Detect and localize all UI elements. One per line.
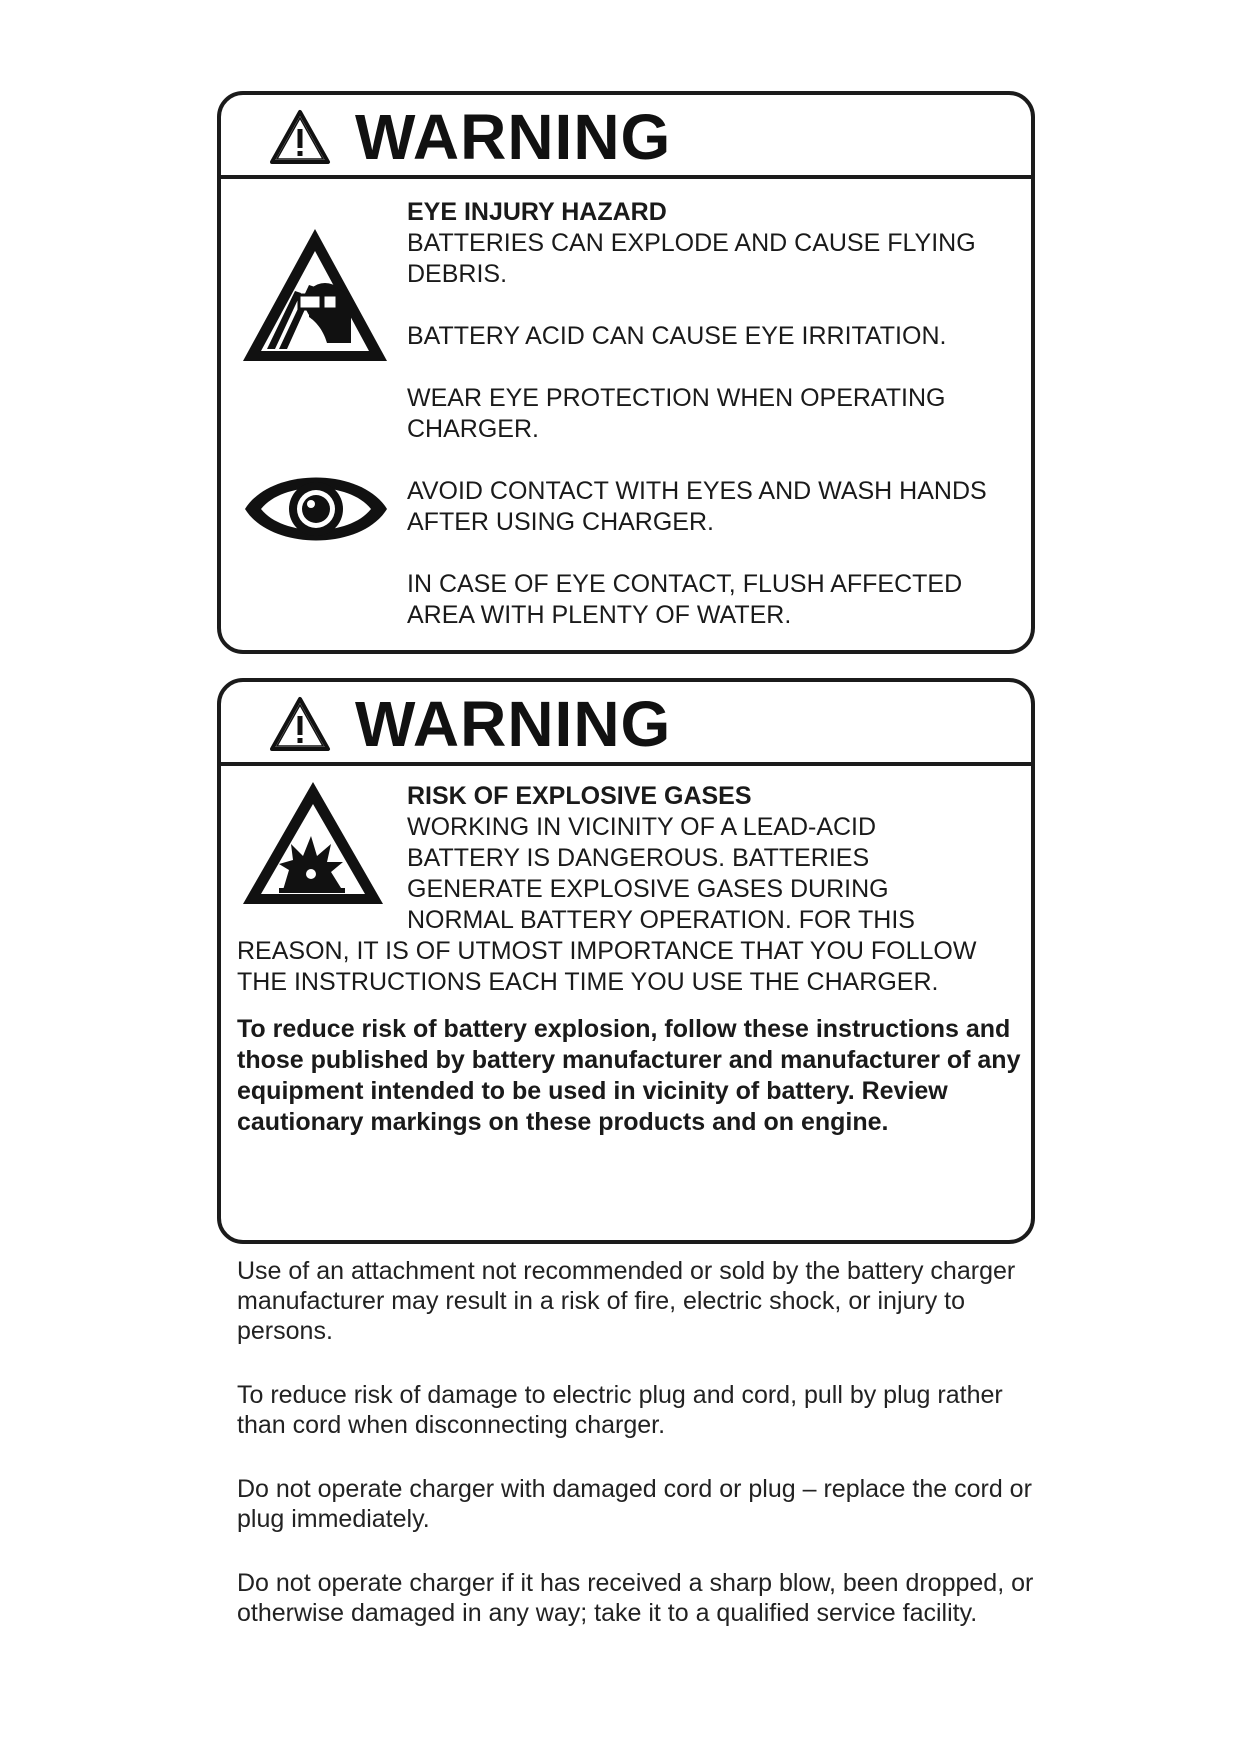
hazard-title: EYE INJURY HAZARD <box>407 198 667 226</box>
hazard-paragraph: AVOID CONTACT WITH EYES AND WASH HANDS AFTER USING CHARGER. <box>407 477 987 536</box>
explosion-hazard-icon <box>239 778 387 908</box>
note-paragraph: Use of an attachment not recommended or sold by the battery charger manufacturer may result in a risk of fire, electric shock, or injury to persons. <box>237 1257 1016 1345</box>
hazard-line: WORKING IN VICINITY OF A LEAD-ACID <box>407 813 877 841</box>
hazard-paragraph: BATTERIES CAN EXPLODE AND CAUSE FLYING DEBRIS. <box>407 229 976 288</box>
hazard-line: THE INSTRUCTIONS EACH TIME YOU USE THE CHARGER. <box>237 968 939 996</box>
eye-icon <box>241 461 391 557</box>
warning-triangle-icon <box>269 696 331 752</box>
hazard-line: REASON, IT IS OF UTMOST IMPORTANCE THAT YOU FOLLOW <box>237 937 977 965</box>
explosive-gas-text-continued <box>237 936 1027 998</box>
warning-header <box>221 682 1031 766</box>
hazard-paragraph: IN CASE OF EYE CONTACT, FLUSH AFFECTED AREA WITH PLENTY OF WATER. <box>407 570 963 629</box>
hazard-paragraph: WEAR EYE PROTECTION WHEN OPERATING CHARGER. <box>407 384 946 443</box>
warning-header <box>221 95 1031 179</box>
note-paragraph: Do not operate charger with damaged cord or plug – replace the cord or plug immediately. <box>237 1475 1032 1533</box>
eye-hazard-text <box>407 197 1027 631</box>
explosive-gas-warning-box <box>217 678 1035 1244</box>
warning-title: WARNING <box>355 688 672 760</box>
hazard-line: NORMAL BATTERY OPERATION. FOR THIS <box>407 906 915 934</box>
hazard-title: RISK OF EXPLOSIVE GASES <box>407 782 752 810</box>
hazard-line: GENERATE EXPLOSIVE GASES DURING <box>407 875 889 903</box>
battery-explosion-instructions: To reduce risk of battery explosion, follow these instructions and those published by battery manufacturer and manufacturer of any equipment intended to be used in vicinity of battery. Review cautionary markings on these products and on engine. <box>237 1015 1021 1136</box>
warning-title: WARNING <box>355 101 672 173</box>
hazard-line: BATTERY IS DANGEROUS. BATTERIES <box>407 844 870 872</box>
hazard-paragraph: BATTERY ACID CAN CAUSE EYE IRRITATION. <box>407 322 947 350</box>
eye-protection-hazard-icon <box>239 225 391 365</box>
note-paragraph: To reduce risk of damage to electric plug and cord, pull by plug rather than cord when disconnecting charger. <box>237 1381 1003 1439</box>
eye-injury-warning-box <box>217 91 1035 654</box>
warning-triangle-icon <box>269 109 331 165</box>
note-paragraph: Do not operate charger if it has received a sharp blow, been dropped, or otherwise damaged in any way; take it to a qualified service facility. <box>237 1569 1034 1627</box>
explosive-gas-text <box>407 781 1027 936</box>
